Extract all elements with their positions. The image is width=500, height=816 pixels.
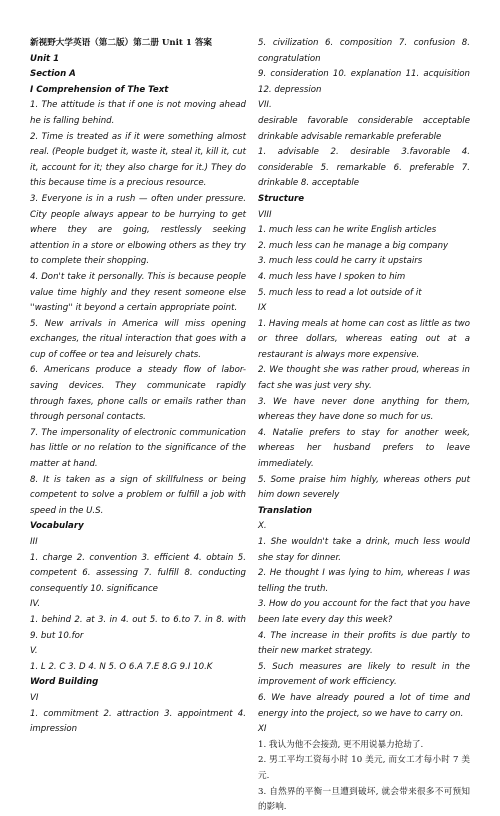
answer-item: 5. Some praise him highly, whereas others put him down severely (258, 474, 470, 501)
answer-item: 1. advisable 2. desirable 3.favorable 4. considerable 5. remarkable 6. preferable 7. drinkable 8. acceptable (258, 147, 470, 189)
answer-item: 1. commitment 2. attraction 3. appointment 4. impression (30, 708, 246, 735)
vocabulary-heading: Vocabulary (30, 521, 84, 532)
answer-item: 1. much less can he write English articles (258, 225, 437, 236)
answer-item: 8. It is taken as a sign of skillfulness or being competent to solve a problem or fulfill a job with speed in the U.S. (30, 474, 246, 516)
answer-item: 5. New arrivals in America will miss opening exchanges, the ritual interaction that goes with a cup of coffee or tea and leisurely chats. (30, 318, 246, 360)
answer-item: 9. consideration 10. explanation 11. acquisition 12. depression (258, 69, 470, 95)
answer-item: 1. L 2. C 3. D 4. N 5. O 6.A 7.E 8.G 9.I 10.K (30, 661, 213, 672)
answer-item: 7. The impersonality of electronic communication has little or no relation to the significance of the matter at hand. (30, 427, 246, 470)
answer-item: 6. We have already poured a lot of time and energy into the project, so we have to carry on. (258, 692, 470, 719)
answer-item: 2. He thought I was lying to him, whereas I was telling the truth. (258, 568, 470, 594)
answer-item: 5. civilization 6. composition 7. confusion 8. congratulation (258, 38, 470, 64)
roman-label: V. (30, 646, 38, 657)
answer-item: 1. behind 2. at 3. in 4. out 5. to 6.to 7. in 8. with 9. but 10.for (30, 614, 246, 641)
structure-heading: Structure (258, 193, 305, 204)
section-heading: Section A (30, 69, 76, 80)
answer-item: 1. 我认为他不会接劲, 更不用说暴力抢劫了. (258, 739, 424, 750)
translation-heading: Translation (258, 505, 313, 516)
answer-item: 3. We have never done anything for them, whereas they have done so much for us. (258, 396, 470, 423)
answer-item: 1. The attitude is that if one is not moving ahead he is falling behind. (30, 100, 246, 126)
answer-item: 5. much less to read a lot outside of it (258, 287, 422, 298)
answer-item: 5. Such measures are likely to result in the improvement of work efficiency. (258, 661, 470, 688)
roman-label: X. (258, 521, 267, 532)
answer-item: 1. Having meals at home can cost as little as two or three dollars, whereas eating out at a restaurant is always more expensive. (258, 318, 471, 360)
document-title: 新视野大学英语（第二版）第二册 Unit 1 答案 (30, 38, 213, 48)
answer-item: 2. We thought she was rather proud, whereas in fact she was just very shy. (258, 365, 470, 392)
answer-item: 2. much less can he manage a big company (258, 240, 449, 251)
answer-item: 1. charge 2. convention 3. efficient 4. obtain 5. competent 6. assessing 7. fulfill 8. conducting consequently 10. significance (30, 552, 246, 594)
unit-heading: Unit 1 (30, 53, 60, 64)
word-building-heading: Word Building (30, 677, 99, 688)
word-list: desirable favorable considerable acceptable drinkable advisable remarkable preferable (258, 115, 470, 142)
left-column (30, 36, 246, 738)
roman-label: IX (258, 303, 267, 314)
answer-item: 3. much less could he carry it upstairs (258, 256, 423, 267)
roman-label: III (30, 537, 38, 547)
answer-item: 3. Everyone is in a rush — often under pressure. City people always appear to be hurrying to get where they are going, restlessly seeking attention in a store or elbowing others as they try to complete their shopping. (30, 193, 246, 267)
answer-item: 4. The increase in their profits is due partly to their new market strategy. (258, 630, 470, 657)
answer-item: 4. much less have I spoken to him (258, 271, 406, 282)
answer-item: 3. 自然界的平衡一旦遭到破坏, 就会带来很多不可预知的影响. (258, 786, 470, 813)
answer-item: 2. 男工平均工资每小时 10 美元, 而女工才每小时 7 美元. (258, 755, 470, 781)
answer-item: 4. Don't take it personally. This is because people value time highly and they resent someone else ''wasting'' it beyond a certain appropriate point. (30, 271, 246, 314)
answer-item: 6. Americans produce a steady flow of labor-saving devices. They communicate rapidly through faxes, phone calls or emails rather than through personal contacts. (30, 365, 246, 423)
roman-label: VII. (258, 100, 272, 111)
right-column (258, 36, 470, 816)
comprehension-heading: I Comprehension of The Text (30, 84, 169, 95)
answer-item: 2. Time is treated as if it were something almost real. (People budget it, waste it, steal it, kill it, cut it, account for it; they also charge for it.) They do this because time is a precious resource. (30, 131, 246, 189)
roman-label: IV. (30, 599, 41, 610)
answer-item: 3. How do you account for the fact that you have been late every day this week? (258, 599, 470, 625)
answer-item: 4. Natalie prefers to stay for another week, whereas her husband prefers to leave immediately. (258, 427, 470, 470)
roman-label: XI (258, 724, 267, 735)
roman-label: VIII (258, 209, 272, 220)
answer-item: 1. She wouldn't take a drink, much less would she stay for dinner. (258, 537, 470, 563)
roman-label: VI (30, 692, 39, 703)
